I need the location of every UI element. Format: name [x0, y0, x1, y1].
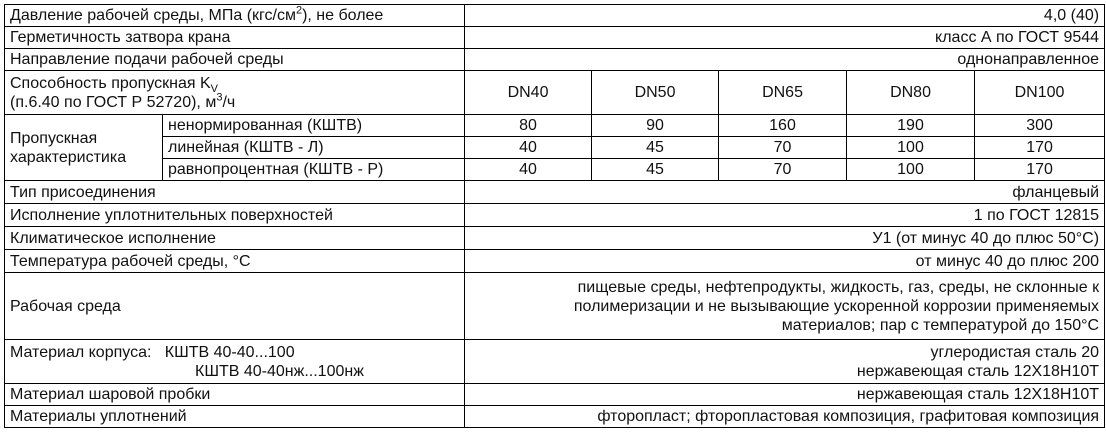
flow-value: 70	[719, 159, 847, 181]
row-flow-0	[5, 115, 1105, 137]
flow-value: 45	[592, 159, 719, 181]
flow-value: 70	[719, 137, 847, 159]
medium-label: Рабочая среда	[5, 273, 465, 340]
flow-value: 170	[975, 137, 1105, 159]
flow-characteristic-label: Пропускная характеристика	[5, 115, 163, 181]
body-material-label: Материал корпуса: КШТВ 40-40...100 КШТВ 40-40нж...100нж	[5, 340, 465, 384]
row-connection	[5, 181, 1105, 204]
ball-material-value: нержавеющая сталь 12Х18Н10Т	[465, 384, 1105, 406]
tightness-label: Герметичность затвора крана	[5, 27, 465, 49]
row-sealing-surfaces	[5, 204, 1105, 227]
flow-value: 190	[847, 115, 975, 137]
climate-label: Климатическое исполнение	[5, 227, 465, 250]
row-direction	[5, 49, 1105, 71]
direction-label: Направление подачи рабочей среды	[5, 49, 465, 71]
flow-value: 160	[719, 115, 847, 137]
flow-type-label: линейная (КШТВ - Л)	[163, 137, 465, 159]
pressure-label: Давление рабочей среды, МПа $(кгс/см^2)$, не более	[5, 5, 465, 27]
dn-header: DN65	[719, 71, 847, 115]
capacity-label: Способность пропускная $K_V$ (п.6.40 по ГОСТ Р 52720), $м^3/ч$	[5, 71, 465, 115]
flow-value: 40	[465, 137, 592, 159]
sealing-surfaces-value: 1 по ГОСТ 12815	[465, 204, 1105, 227]
flow-value: 90	[592, 115, 719, 137]
ball-material-label: Материал шаровой пробки	[5, 384, 465, 406]
row-ball-material	[5, 384, 1105, 406]
row-capacity	[5, 71, 1105, 115]
direction-value: однонаправленное	[465, 49, 1105, 71]
dn-header: DN40	[465, 71, 592, 115]
dn-header: DN50	[592, 71, 719, 115]
row-body-material	[5, 340, 1105, 384]
temperature-label: Температура рабочей среды, °C	[5, 250, 465, 273]
row-tightness	[5, 27, 1105, 49]
flow-value: 40	[465, 159, 592, 181]
pressure-value: 4,0 (40)	[465, 5, 1105, 27]
flow-value: 100	[847, 159, 975, 181]
flow-value: 100	[847, 137, 975, 159]
seal-materials-label: Материалы уплотнений	[5, 406, 465, 428]
connection-label: Тип присоединения	[5, 181, 465, 204]
sealing-surfaces-label: Исполнение уплотнительных поверхностей	[5, 204, 465, 227]
dn-header: DN80	[847, 71, 975, 115]
flow-type-label: ненормированная (КШТВ)	[163, 115, 465, 137]
row-flow-1	[5, 137, 1105, 159]
connection-value: фланцевый	[465, 181, 1105, 204]
row-flow-2	[5, 159, 1105, 181]
row-climate	[5, 227, 1105, 250]
tightness-value: класс А по ГОСТ 9544	[465, 27, 1105, 49]
row-medium	[5, 273, 1105, 340]
flow-value: 45	[592, 137, 719, 159]
flow-type-label: равнопроцентная (КШТВ - Р)	[163, 159, 465, 181]
row-temperature	[5, 250, 1105, 273]
medium-value: пищевые среды, нефтепродукты, жидкость, газ, среды, не склонные к полимеризации и не вызывающие ускоренной коррозии применяемых материалов; пар с температурой до 150°C	[465, 273, 1105, 340]
flow-value: 170	[975, 159, 1105, 181]
flow-value: 80	[465, 115, 592, 137]
seal-materials-value: фторопласт; фторопластовая композиция, графитовая композиция	[465, 406, 1105, 428]
flow-value: 300	[975, 115, 1105, 137]
dn-header: DN100	[975, 71, 1105, 115]
row-seal-materials	[5, 406, 1105, 428]
specifications-table	[4, 4, 1105, 428]
body-material-value: углеродистая сталь 20 нержавеющая сталь 12Х18Н10Т	[465, 340, 1105, 384]
temperature-value: от минус 40 до плюс 200	[465, 250, 1105, 273]
climate-value: У1 (от минус 40 до плюс 50°C)	[465, 227, 1105, 250]
row-pressure	[5, 5, 1105, 27]
